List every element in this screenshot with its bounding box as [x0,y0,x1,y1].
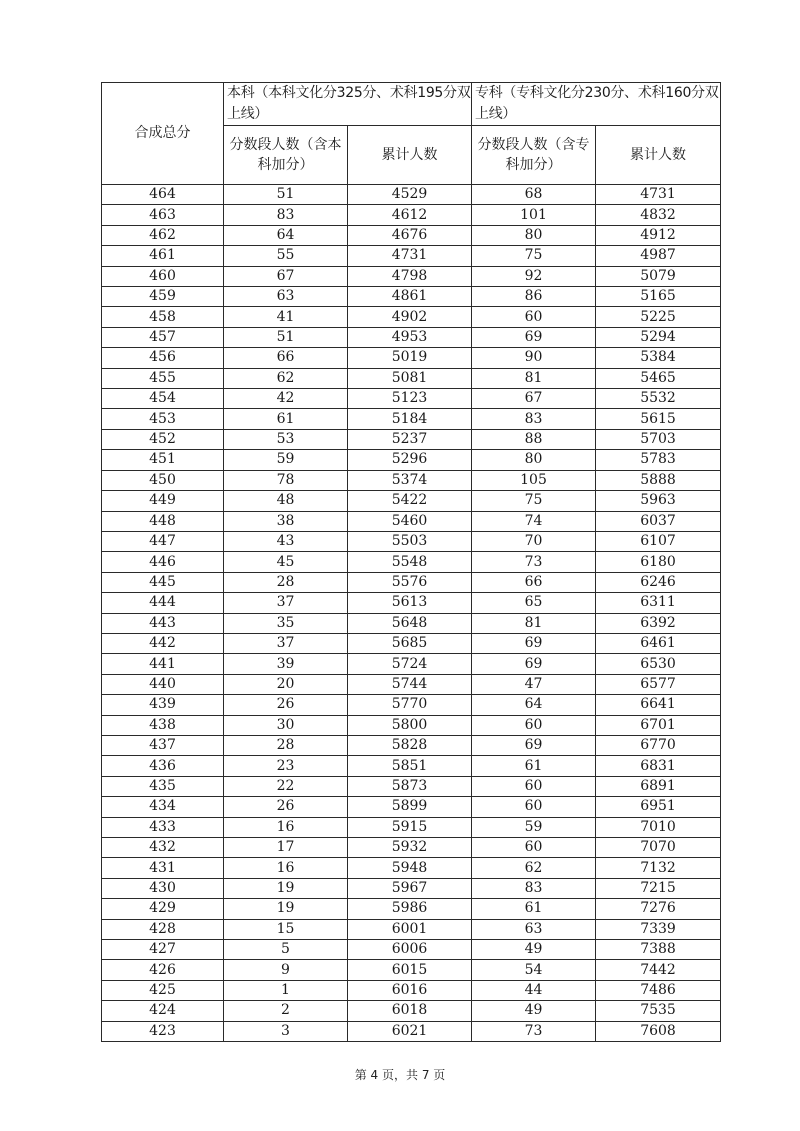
table-row [102,715,721,735]
undergrad-cumulative-cell: 5851 [348,756,472,776]
undergrad-cumulative-cell: 6015 [348,960,472,980]
undergrad-cumulative-cell: 5503 [348,531,472,551]
undergrad-segment-cell: 51 [224,185,348,205]
vocational-cumulative-cell: 7276 [596,899,721,919]
total-score-cell: 424 [102,1001,224,1021]
vocational-cumulative-cell: 6180 [596,552,721,572]
total-score-cell: 458 [102,307,224,327]
vocational-cumulative-cell: 7388 [596,940,721,960]
total-score-cell: 434 [102,797,224,817]
total-score-cell: 423 [102,1021,224,1041]
undergrad-cumulative-cell: 5899 [348,797,472,817]
vocational-cumulative-cell: 5783 [596,450,721,470]
total-score-cell: 461 [102,246,224,266]
undergrad-segment-cell: 5 [224,940,348,960]
undergrad-segment-cell: 64 [224,225,348,245]
vocational-segment-cell: 60 [472,715,596,735]
total-score-cell: 453 [102,409,224,429]
vocational-cumulative-cell: 7132 [596,858,721,878]
table-row [102,491,721,511]
total-score-cell: 448 [102,511,224,531]
undergrad-cumulative-cell: 5613 [348,593,472,613]
undergrad-segment-cell: 55 [224,246,348,266]
undergrad-cumulative-cell: 4798 [348,266,472,286]
vocational-segment-cell: 86 [472,287,596,307]
total-score-cell: 449 [102,491,224,511]
undergrad-cumulative-cell: 4861 [348,287,472,307]
total-score-cell: 432 [102,838,224,858]
vocational-segment-cell: 75 [472,246,596,266]
table-row [102,613,721,633]
undergrad-cumulative-cell: 5967 [348,878,472,898]
vocational-segment-cell: 70 [472,531,596,551]
vocational-cumulative-cell: 5532 [596,389,721,409]
undergrad-cumulative-cell: 4612 [348,205,472,225]
total-score-cell: 457 [102,327,224,347]
undergrad-cumulative-cell: 5237 [348,429,472,449]
vocational-cumulative-cell: 5079 [596,266,721,286]
table-row [102,919,721,939]
undergrad-segment-cell: 26 [224,797,348,817]
total-score-cell: 430 [102,878,224,898]
undergrad-cumulative-cell: 5932 [348,838,472,858]
undergrad-cumulative-cell: 5019 [348,348,472,368]
vocational-cumulative-cell: 6530 [596,654,721,674]
undergrad-cumulative-cell: 5184 [348,409,472,429]
header-row-top [102,83,721,126]
undergrad-cumulative-cell: 5422 [348,491,472,511]
vocational-segment-cell: 81 [472,368,596,388]
vocational-cumulative-cell: 6641 [596,695,721,715]
table-row [102,776,721,796]
table-row [102,1021,721,1041]
table-row [102,797,721,817]
vocational-segment-cell: 69 [472,633,596,653]
undergrad-group-header: 本科（本科文化分325分、术科195分双上线） [224,83,472,126]
undergrad-segment-cell: 42 [224,389,348,409]
table-row [102,552,721,572]
undergrad-cumulative-cell: 4902 [348,307,472,327]
vocational-cumulative-cell: 7070 [596,838,721,858]
undergrad-segment-cell: 51 [224,327,348,347]
table-row [102,327,721,347]
undergrad-segment-cell: 43 [224,531,348,551]
table-row [102,266,721,286]
total-score-cell: 459 [102,287,224,307]
undergrad-segment-cell: 59 [224,450,348,470]
total-score-cell: 431 [102,858,224,878]
vocational-cumulative-cell: 5384 [596,348,721,368]
total-score-cell: 456 [102,348,224,368]
undergrad-segment-cell: 78 [224,470,348,490]
total-score-cell: 437 [102,735,224,755]
total-score-cell: 463 [102,205,224,225]
total-score-cell: 440 [102,674,224,694]
vocational-segment-cell: 60 [472,307,596,327]
table-row [102,654,721,674]
vocational-segment-cell: 101 [472,205,596,225]
undergrad-cumulative-cell: 5648 [348,613,472,633]
vocational-segment-cell: 60 [472,838,596,858]
table-row [102,1001,721,1021]
vocational-segment-cell: 54 [472,960,596,980]
vocational-segment-cell: 64 [472,695,596,715]
undergrad-segment-cell: 9 [224,960,348,980]
vocational-segment-cell: 80 [472,450,596,470]
table-row [102,572,721,592]
vocational-segment-cell: 62 [472,858,596,878]
vocational-group-header: 专科（专科文化分230分、术科160分双上线） [472,83,721,126]
table-row [102,287,721,307]
vocational-segment-cell: 60 [472,797,596,817]
vocational-segment-cell: 49 [472,1001,596,1021]
vocational-cumulative-cell: 7442 [596,960,721,980]
undergrad-cumulative-cell: 4676 [348,225,472,245]
vocational-cumulative-cell: 6461 [596,633,721,653]
vocational-cumulative-cell: 4832 [596,205,721,225]
total-score-cell: 435 [102,776,224,796]
undergrad-segment-cell: 16 [224,817,348,837]
table-row [102,674,721,694]
total-score-cell: 441 [102,654,224,674]
undergrad-segment-cell: 35 [224,613,348,633]
table-row [102,409,721,429]
table-row [102,531,721,551]
vocational-cumulative-cell: 6831 [596,756,721,776]
vocational-cumulative-cell: 6891 [596,776,721,796]
vocational-cumulative-cell: 6037 [596,511,721,531]
vocational-cumulative-cell: 4987 [596,246,721,266]
table-row [102,307,721,327]
undergrad-segment-cell: 28 [224,735,348,755]
vocational-segment-cell: 88 [472,429,596,449]
undergrad-cumulative-cell: 4731 [348,246,472,266]
score-column-header: 合成总分 [102,83,224,185]
undergrad-segment-header: 分数段人数（含本科加分） [224,126,348,185]
undergrad-segment-cell: 37 [224,633,348,653]
total-score-cell: 436 [102,756,224,776]
table-row [102,735,721,755]
total-score-cell: 444 [102,593,224,613]
total-score-cell: 426 [102,960,224,980]
vocational-segment-cell: 73 [472,1021,596,1041]
undergrad-segment-cell: 20 [224,674,348,694]
vocational-cumulative-cell: 6107 [596,531,721,551]
vocational-cumulative-cell: 6311 [596,593,721,613]
vocational-segment-cell: 83 [472,878,596,898]
table-row [102,205,721,225]
vocational-segment-cell: 65 [472,593,596,613]
table-row [102,429,721,449]
vocational-segment-cell: 66 [472,572,596,592]
undergrad-cumulative-cell: 6006 [348,940,472,960]
undergrad-cumulative-cell: 5576 [348,572,472,592]
total-score-cell: 445 [102,572,224,592]
table-row [102,511,721,531]
undergrad-segment-cell: 37 [224,593,348,613]
vocational-segment-cell: 49 [472,940,596,960]
undergrad-segment-cell: 17 [224,838,348,858]
undergrad-segment-cell: 16 [224,858,348,878]
undergrad-cumulative-cell: 5873 [348,776,472,796]
vocational-segment-cell: 60 [472,776,596,796]
undergrad-segment-cell: 2 [224,1001,348,1021]
total-score-cell: 446 [102,552,224,572]
table-row [102,899,721,919]
table-row [102,858,721,878]
table-row [102,878,721,898]
vocational-cumulative-cell: 6392 [596,613,721,633]
vocational-cumulative-cell: 5963 [596,491,721,511]
undergrad-cumulative-cell: 5374 [348,470,472,490]
undergrad-segment-cell: 61 [224,409,348,429]
table-row [102,246,721,266]
undergrad-cumulative-cell: 5296 [348,450,472,470]
table-row [102,389,721,409]
undergrad-segment-cell: 39 [224,654,348,674]
undergrad-cumulative-cell: 5948 [348,858,472,878]
table-row [102,593,721,613]
vocational-segment-cell: 73 [472,552,596,572]
table-row [102,817,721,837]
undergrad-segment-cell: 38 [224,511,348,531]
table-row [102,450,721,470]
total-score-cell: 443 [102,613,224,633]
undergrad-cumulative-cell: 5770 [348,695,472,715]
vocational-segment-cell: 61 [472,756,596,776]
table-row [102,348,721,368]
vocational-cumulative-cell: 4731 [596,185,721,205]
total-score-cell: 439 [102,695,224,715]
undergrad-cumulative-cell: 4953 [348,327,472,347]
undergrad-segment-cell: 23 [224,756,348,776]
undergrad-segment-cell: 45 [224,552,348,572]
vocational-segment-cell: 69 [472,327,596,347]
undergrad-segment-cell: 26 [224,695,348,715]
undergrad-segment-cell: 1 [224,980,348,1000]
total-score-cell: 429 [102,899,224,919]
total-score-cell: 455 [102,368,224,388]
total-score-cell: 454 [102,389,224,409]
table-row [102,980,721,1000]
total-score-cell: 450 [102,470,224,490]
table-row [102,940,721,960]
vocational-segment-cell: 75 [472,491,596,511]
vocational-segment-cell: 61 [472,899,596,919]
vocational-segment-cell: 81 [472,613,596,633]
undergrad-cumulative-header: 累计人数 [348,126,472,185]
undergrad-cumulative-cell: 5123 [348,389,472,409]
total-score-cell: 442 [102,633,224,653]
total-score-cell: 460 [102,266,224,286]
undergrad-cumulative-cell: 5828 [348,735,472,755]
undergrad-cumulative-cell: 5081 [348,368,472,388]
vocational-segment-cell: 74 [472,511,596,531]
undergrad-segment-cell: 28 [224,572,348,592]
vocational-segment-cell: 68 [472,185,596,205]
undergrad-cumulative-cell: 5744 [348,674,472,694]
undergrad-cumulative-cell: 5986 [348,899,472,919]
vocational-segment-cell: 105 [472,470,596,490]
undergrad-cumulative-cell: 4529 [348,185,472,205]
vocational-cumulative-header: 累计人数 [596,126,721,185]
vocational-cumulative-cell: 7215 [596,878,721,898]
undergrad-cumulative-cell: 5685 [348,633,472,653]
vocational-segment-cell: 69 [472,654,596,674]
total-score-cell: 433 [102,817,224,837]
total-score-cell: 452 [102,429,224,449]
undergrad-segment-cell: 63 [224,287,348,307]
total-score-cell: 464 [102,185,224,205]
vocational-segment-cell: 67 [472,389,596,409]
table-row [102,225,721,245]
undergrad-cumulative-cell: 5800 [348,715,472,735]
vocational-cumulative-cell: 5225 [596,307,721,327]
table-row [102,633,721,653]
undergrad-segment-cell: 48 [224,491,348,511]
vocational-cumulative-cell: 5888 [596,470,721,490]
undergrad-segment-cell: 41 [224,307,348,327]
undergrad-cumulative-cell: 5548 [348,552,472,572]
undergrad-segment-cell: 22 [224,776,348,796]
vocational-cumulative-cell: 5615 [596,409,721,429]
total-score-cell: 447 [102,531,224,551]
undergrad-cumulative-cell: 6016 [348,980,472,1000]
page-number: 第 4 页，共 7 页 [354,1068,446,1082]
vocational-cumulative-cell: 5703 [596,429,721,449]
vocational-segment-cell: 69 [472,735,596,755]
undergrad-segment-cell: 30 [224,715,348,735]
table-body [102,185,721,1042]
table-row [102,695,721,715]
table-row [102,756,721,776]
undergrad-cumulative-cell: 6001 [348,919,472,939]
total-score-cell: 427 [102,940,224,960]
undergrad-segment-cell: 53 [224,429,348,449]
vocational-cumulative-cell: 6246 [596,572,721,592]
undergrad-cumulative-cell: 5915 [348,817,472,837]
vocational-segment-cell: 90 [472,348,596,368]
total-score-cell: 428 [102,919,224,939]
vocational-cumulative-cell: 4912 [596,225,721,245]
vocational-segment-cell: 92 [472,266,596,286]
table-row [102,368,721,388]
total-score-cell: 438 [102,715,224,735]
vocational-cumulative-cell: 5294 [596,327,721,347]
undergrad-segment-cell: 15 [224,919,348,939]
vocational-segment-cell: 80 [472,225,596,245]
undergrad-segment-cell: 62 [224,368,348,388]
undergrad-segment-cell: 66 [224,348,348,368]
total-score-cell: 425 [102,980,224,1000]
vocational-cumulative-cell: 7535 [596,1001,721,1021]
vocational-segment-header: 分数段人数（含专科加分） [472,126,596,185]
vocational-cumulative-cell: 7608 [596,1021,721,1041]
undergrad-cumulative-cell: 5460 [348,511,472,531]
vocational-cumulative-cell: 5465 [596,368,721,388]
vocational-cumulative-cell: 6770 [596,735,721,755]
table-row [102,185,721,205]
vocational-cumulative-cell: 5165 [596,287,721,307]
undergrad-segment-cell: 83 [224,205,348,225]
vocational-segment-cell: 59 [472,817,596,837]
total-score-cell: 451 [102,450,224,470]
score-table [101,82,721,1042]
table-row [102,838,721,858]
undergrad-cumulative-cell: 6018 [348,1001,472,1021]
vocational-segment-cell: 44 [472,980,596,1000]
vocational-segment-cell: 47 [472,674,596,694]
undergrad-segment-cell: 19 [224,899,348,919]
undergrad-segment-cell: 3 [224,1021,348,1041]
vocational-cumulative-cell: 7339 [596,919,721,939]
vocational-segment-cell: 83 [472,409,596,429]
vocational-cumulative-cell: 6701 [596,715,721,735]
vocational-cumulative-cell: 7486 [596,980,721,1000]
undergrad-cumulative-cell: 6021 [348,1021,472,1041]
vocational-cumulative-cell: 6951 [596,797,721,817]
undergrad-segment-cell: 67 [224,266,348,286]
vocational-cumulative-cell: 7010 [596,817,721,837]
undergrad-cumulative-cell: 5724 [348,654,472,674]
vocational-segment-cell: 63 [472,919,596,939]
table-row [102,470,721,490]
undergrad-segment-cell: 19 [224,878,348,898]
vocational-cumulative-cell: 6577 [596,674,721,694]
table-row [102,960,721,980]
total-score-cell: 462 [102,225,224,245]
